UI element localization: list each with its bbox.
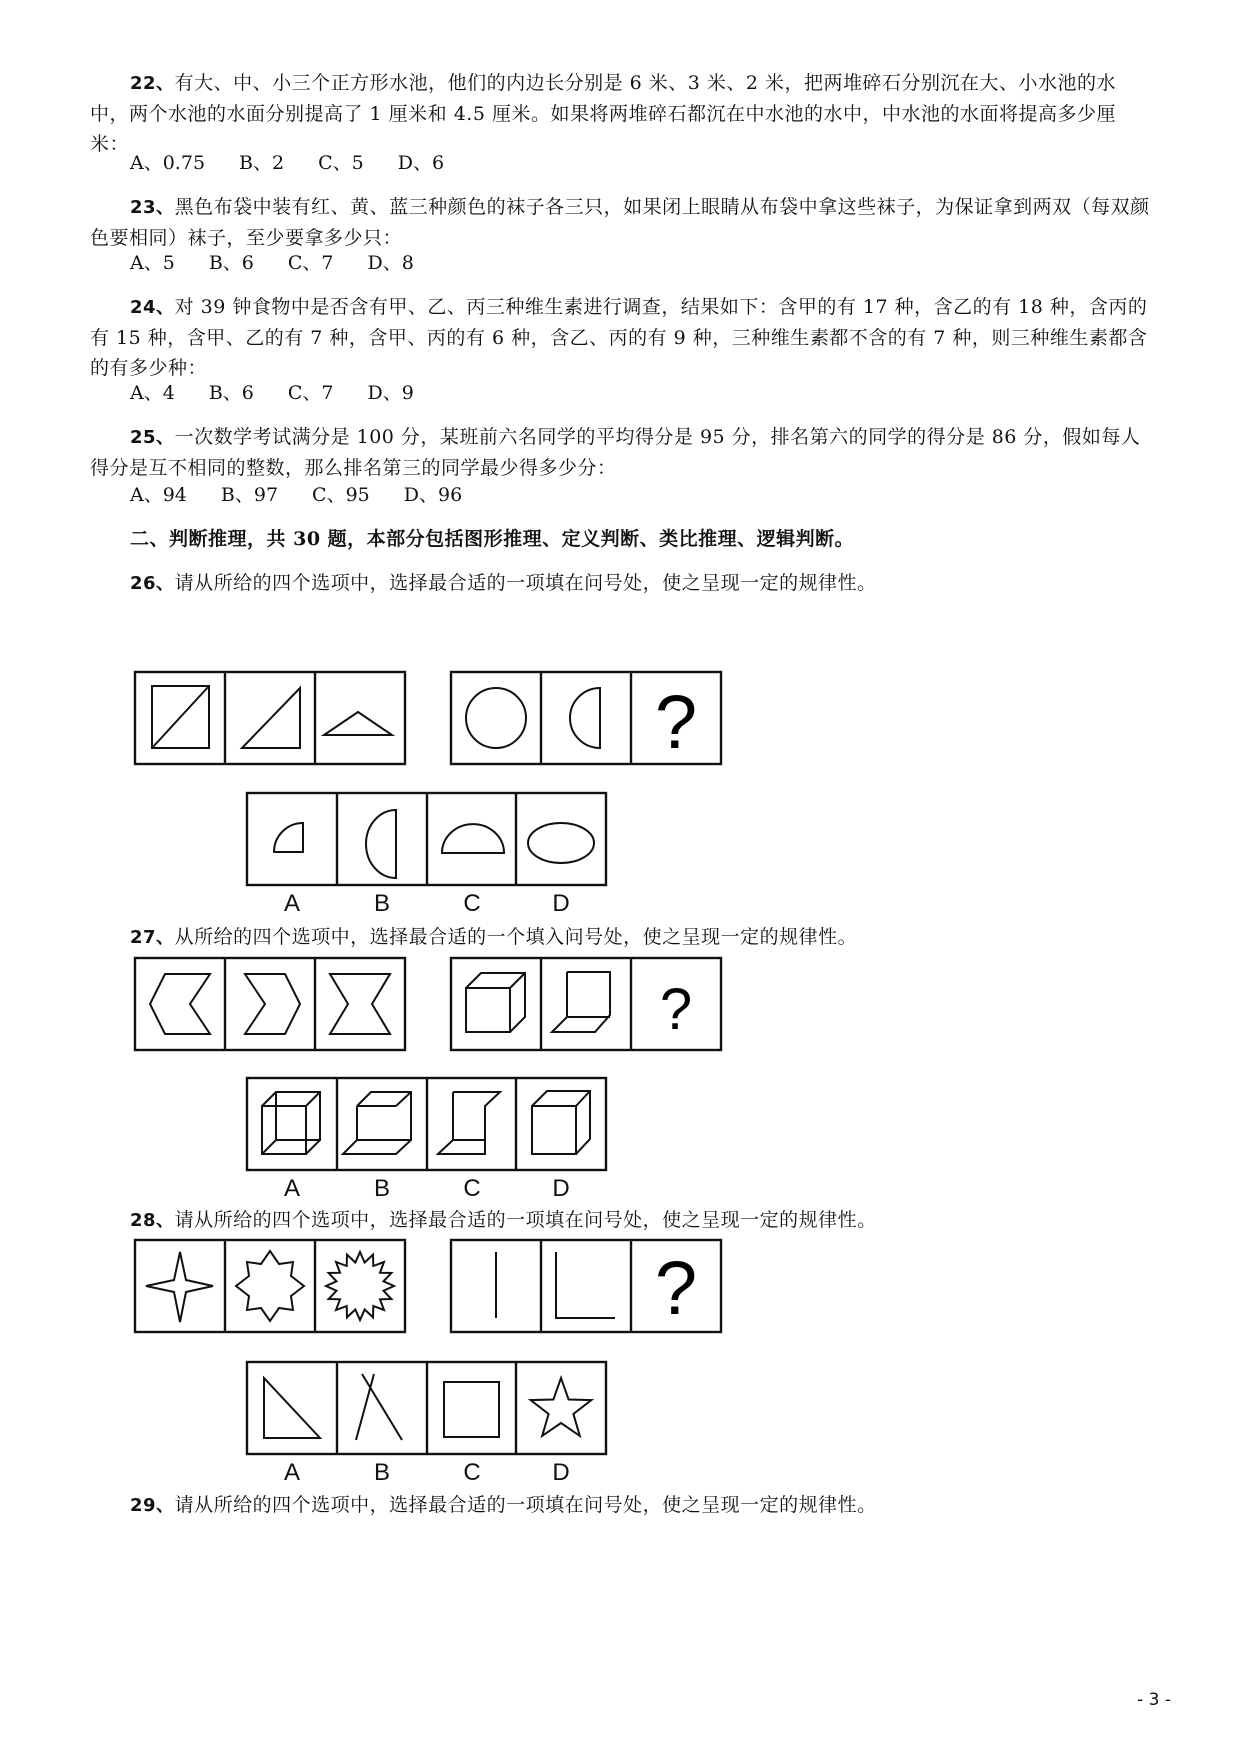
choice-label-c: C [463, 890, 481, 917]
choice-labels [247, 890, 606, 920]
question-text: 请从所给的四个选项中，选择最合适的一项填在问号处，使之呈现一定的规律性。 [174, 572, 877, 594]
question-mark-icon: ? [654, 1246, 698, 1331]
q26-sequence-left [135, 672, 405, 764]
q28-sequence-left [135, 1240, 405, 1332]
option-d[interactable]: D、8 [367, 252, 414, 274]
choice-label-a: A [283, 890, 300, 917]
question-number: 24、 [130, 297, 175, 318]
cube-icon [466, 973, 525, 1032]
choice-label-c: C [463, 1459, 481, 1486]
question-27 [130, 922, 1130, 953]
choice-label-d: D [552, 1175, 570, 1202]
choice-label-d: D [552, 1459, 570, 1486]
half-ellipse-icon[interactable] [366, 810, 396, 878]
half-circle-icon [570, 688, 600, 748]
question-28 [130, 1205, 1130, 1236]
question-number: 26、 [130, 573, 175, 594]
ellipse-icon[interactable] [528, 823, 594, 863]
question-text: 从所给的四个选项中，选择最合适的一个填入问号处，使之呈现一定的规律性。 [174, 926, 858, 948]
eight-point-star-icon [236, 1251, 304, 1321]
option-a[interactable]: A、4 [130, 382, 175, 404]
question-text: 请从所给的四个选项中，选择最合适的一项填在问号处，使之呈现一定的规律性。 [174, 1494, 877, 1516]
choice-label-a: A [283, 1175, 300, 1202]
question-29 [130, 1490, 1130, 1521]
question-mark-icon: ? [659, 977, 693, 1042]
open-cube-icon[interactable] [343, 1092, 411, 1154]
choice-label-c: C [463, 1175, 481, 1202]
question-number: 28、 [130, 1210, 175, 1231]
question-number: 29、 [130, 1495, 175, 1516]
sunburst-star-icon [326, 1252, 394, 1320]
solid-cube-icon[interactable] [532, 1091, 590, 1154]
question-mark-icon: ? [654, 680, 698, 765]
four-point-star-icon [146, 1252, 213, 1322]
option-c[interactable]: C、7 [287, 382, 334, 404]
chevron-left-shape-icon [150, 974, 210, 1034]
option-a[interactable]: A、5 [130, 252, 175, 274]
semicircle-icon[interactable] [442, 824, 504, 853]
q26-choices [247, 793, 606, 885]
square-icon[interactable] [444, 1382, 499, 1437]
folded-cube-icon [552, 972, 610, 1032]
option-b[interactable]: B、97 [220, 484, 279, 506]
l-shape-icon [556, 1252, 615, 1318]
q27-choices [247, 1078, 606, 1170]
choice-label-a: A [283, 1459, 300, 1486]
question-number: 27、 [130, 927, 175, 948]
quarter-circle-icon[interactable] [274, 823, 303, 852]
crossed-lines-icon[interactable] [356, 1374, 402, 1440]
square-diagonal-icon [152, 686, 209, 748]
choice-labels [247, 1459, 606, 1489]
question-number: 25、 [130, 427, 175, 448]
option-c[interactable]: C、95 [312, 484, 370, 506]
z-fold-icon[interactable] [438, 1092, 500, 1154]
section-heading: 二、判断推理，共 30 题，本部分包括图形推理、定义判断、类比推理、逻辑判断。 [130, 528, 855, 550]
circle-icon [466, 688, 526, 748]
flat-triangle-icon [324, 712, 392, 735]
wireframe-cube-icon[interactable] [262, 1092, 320, 1154]
q27-sequence-left [135, 958, 405, 1050]
option-b[interactable]: B、6 [208, 252, 254, 274]
option-a[interactable]: A、0.75 [130, 152, 206, 174]
option-c[interactable]: C、5 [318, 152, 364, 174]
question-number: 23、 [130, 197, 175, 218]
option-a[interactable]: A、94 [130, 484, 187, 506]
question-text: 对 39 钟食物中是否含有甲、乙、丙三种维生素进行调查，结果如下：含甲的有 17 种，含乙的有 18 种，含丙的有 15 种，含甲、乙的有 7 种，含甲、丙的有 6 种，含乙、丙的有 9 种，三种维生素都不含的有 7 种，则三种维生素都含的有多少种： [90, 296, 1148, 379]
page-number: - 3 - [1137, 1690, 1171, 1710]
choice-label-b: B [373, 1175, 390, 1202]
option-d[interactable]: D、96 [403, 484, 463, 506]
q28-choices [247, 1362, 606, 1454]
hourglass-shape-icon [330, 974, 390, 1034]
chevron-right-shape-icon [245, 974, 300, 1034]
five-point-star-icon[interactable] [531, 1378, 592, 1436]
choice-label-b: B [373, 890, 390, 917]
panel-frame [135, 1240, 405, 1332]
right-triangle-icon[interactable] [264, 1378, 320, 1438]
question-text: 请从所给的四个选项中，选择最合适的一项填在问号处，使之呈现一定的规律性。 [174, 1209, 877, 1231]
choice-label-b: B [373, 1459, 390, 1486]
option-c[interactable]: C、7 [287, 252, 334, 274]
option-d[interactable]: D、9 [367, 382, 414, 404]
question-text: 一次数学考试满分是 100 分，某班前六名同学的平均得分是 95 分，排名第六的同学的得分是 86 分，假如每人得分是互不相同的整数，那么排名第三的同学最少得多少分： [90, 426, 1141, 479]
question-number: 22、 [130, 73, 175, 94]
option-b[interactable]: B、6 [208, 382, 254, 404]
choice-label-d: D [552, 890, 570, 917]
panel-frame [135, 958, 405, 1050]
choice-labels [247, 1175, 606, 1205]
question-text: 有大、中、小三个正方形水池，他们的内边长分别是 6 米、3 米、2 米，把两堆碎石分别沉在大、小水池的水中，两个水池的水面分别提高了 1 厘米和 4.5 厘米。如果将两堆碎石都沉在中水池的水中，中水池的水面将提高多少厘米： [90, 72, 1116, 155]
option-b[interactable]: B、2 [239, 152, 285, 174]
option-d[interactable]: D、6 [397, 152, 445, 174]
right-triangle-icon [242, 688, 300, 748]
question-text: 黑色布袋中装有红、黄、蓝三种颜色的袜子各三只，如果闭上眼睛从布袋中拿这些袜子，为保证拿到两双（每双颜色要相同）袜子，至少要拿多少只： [90, 196, 1150, 249]
